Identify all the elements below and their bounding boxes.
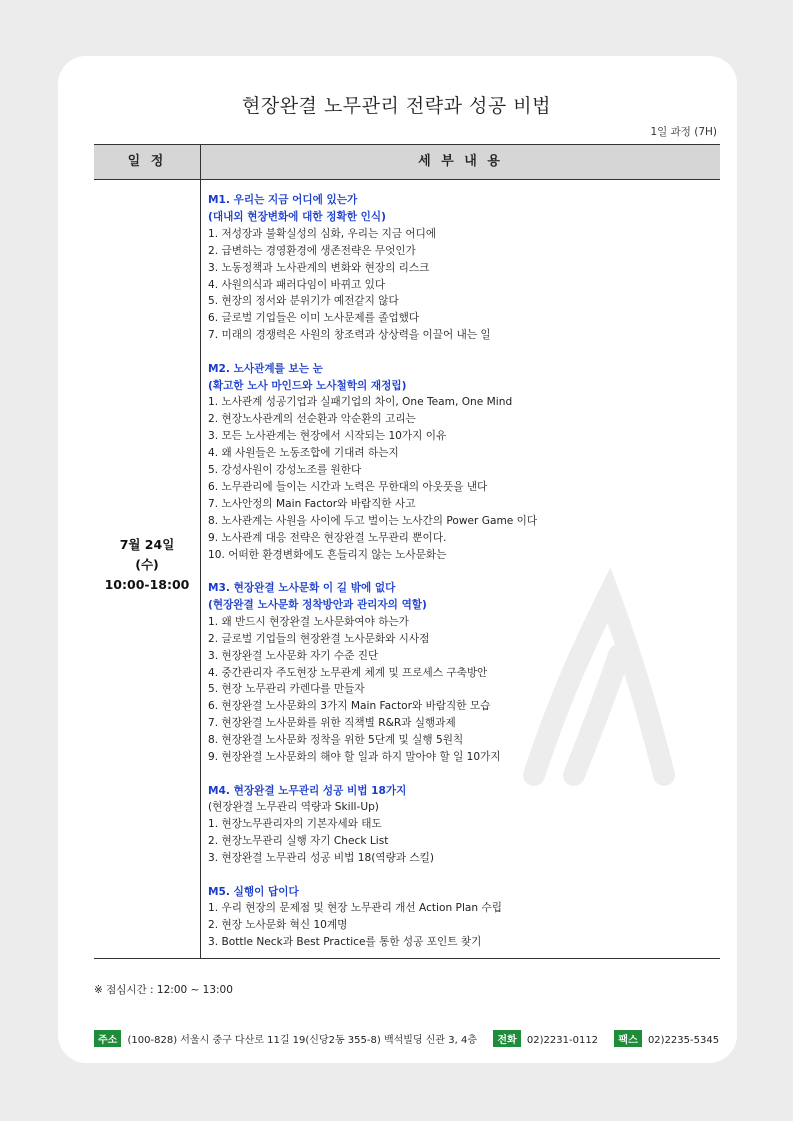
module-item: 1. 노사관계 성공기업과 실패기업의 차이, One Team, One Mind — [208, 396, 513, 409]
module-title: M5. 실행이 답이다 — [208, 885, 299, 898]
module-item: 3. Bottle Neck과 Best Practice를 통한 성공 포인트 찾기 — [208, 936, 482, 949]
module-item: 4. 사원의식과 패러다임이 바뀌고 있다 — [208, 278, 386, 291]
module-block — [208, 580, 713, 766]
module-item: 4. 왜 사원들은 노동조합에 기대려 하는지 — [208, 447, 399, 460]
module-item: 9. 현장완결 노사문화의 해야 할 일과 하지 말아야 할 일 10가지 — [208, 751, 501, 764]
module-subtitle: (확고한 노사 마인드와 노사철학의 재정립) — [208, 379, 407, 392]
schedule-time: 10:00-18:00 — [104, 577, 190, 592]
module-subtitle: (현장완결 노무관리 역량과 Skill-Up) — [208, 801, 379, 814]
schedule-date: 7월 24일 — [119, 537, 175, 552]
module-subtitle: (현장완결 노사문화 정착방안과 관리자의 역할) — [208, 598, 427, 611]
module-item: 7. 미래의 경쟁력은 사원의 창조력과 상상력을 이끌어 내는 일 — [208, 329, 491, 342]
module-item: 1. 현장노무관리자의 기본자세와 태도 — [208, 818, 382, 831]
module-item: 8. 현장완결 노사문화 정착을 위한 5단계 및 실행 5원칙 — [208, 734, 464, 747]
module-subtitle: (대내외 현장변화에 대한 정확한 인식) — [208, 210, 386, 223]
module-item: 3. 현장완결 노무관리 성공 비법 18(역량과 스킬) — [208, 852, 435, 865]
lunch-note: ※ 점심시간 : 12:00 ~ 13:00 — [94, 984, 233, 996]
schedule-date-cell — [94, 535, 200, 595]
module-block — [208, 884, 713, 952]
module-item: 1. 우리 현장의 문제점 및 현장 노무관리 개선 Action Plan 수립 — [208, 902, 502, 915]
module-item: 1. 저성장과 불확실성의 심화, 우리는 지금 어디에 — [208, 227, 437, 240]
module-item: 7. 현장완결 노사문화를 위한 직책별 R&R과 실행과제 — [208, 717, 456, 730]
module-item: 3. 현장완결 노사문화 자기 수준 진단 — [208, 649, 379, 662]
page-title: 현장완결 노무관리 전략과 성공 비법 — [242, 95, 551, 117]
module-item: 9. 노사관계 대응 전략은 현장완결 노무관리 뿐이다. — [208, 531, 447, 544]
module-item: 10. 어떠한 환경변화에도 흔들리지 않는 노사문화는 — [208, 548, 447, 561]
module-block — [208, 783, 713, 868]
address-text: (100-828) 서울시 중구 다산로 11길 19(신당2동 355-8) 백석빌딩 신관 3, 4층 — [127, 1035, 478, 1046]
module-item: 2. 현장노무관리 실행 자기 Check List — [208, 835, 389, 848]
module-item: 5. 현장 노무관리 카렌다를 만들자 — [208, 683, 365, 696]
address-tag: 주소 — [94, 1030, 121, 1047]
module-item: 4. 중간관리자 주도현장 노무관계 체계 및 프로세스 구축방안 — [208, 666, 488, 679]
schedule-weekday: (수) — [135, 557, 159, 572]
table-header — [94, 145, 720, 180]
header-date: 일 정 — [127, 154, 167, 169]
module-item: 2. 현장 노사문화 혁신 10계명 — [208, 919, 348, 932]
module-block — [208, 192, 713, 344]
module-title: M4. 현장완결 노무관리 성공 비법 18가지 — [208, 784, 407, 797]
module-item: 5. 현장의 정서와 분위기가 예전같지 않다 — [208, 295, 399, 308]
module-title: M2. 노사관계를 보는 눈 — [208, 362, 323, 375]
module-item: 7. 노사안정의 Main Factor와 바람직한 사고 — [208, 497, 416, 510]
fax-tag: 팩스 — [614, 1030, 641, 1047]
module-item: 3. 노동정책과 노사관계의 변화와 현장의 리스크 — [208, 261, 430, 274]
module-item: 8. 노사관계는 사원을 사이에 두고 벌이는 노사간의 Power Game 이다 — [208, 514, 538, 527]
phone-tag: 전화 — [493, 1030, 520, 1047]
footer-contact — [94, 1030, 720, 1047]
module-item: 6. 노무관리에 들이는 시간과 노력은 무한대의 아웃풋을 낸다 — [208, 481, 488, 493]
schedule-table — [94, 144, 720, 959]
phone-text: 02)2231-0112 — [526, 1035, 599, 1046]
module-title: M3. 현장완결 노사문화 이 길 밖에 없다 — [208, 582, 396, 595]
module-item: 6. 현장완결 노사문화의 3가지 Main Factor와 바람직한 모습 — [208, 700, 491, 713]
module-item: 2. 급변하는 경영환경에 생존전략은 무엇인가 — [208, 244, 416, 257]
module-list — [208, 192, 713, 968]
course-duration: 1일 과정 (7H) — [650, 126, 717, 138]
module-item: 1. 왜 반드시 현장완결 노사문화여야 하는가 — [208, 615, 409, 628]
module-item: 3. 모든 노사관계는 현장에서 시작되는 10가지 이유 — [208, 430, 447, 443]
module-item: 2. 글로벌 기업들의 현장완결 노사문화와 시사점 — [208, 632, 430, 645]
module-title: M1. 우리는 지금 어디에 있는가 — [208, 194, 358, 206]
module-item: 5. 강성사원이 강성노조를 원한다 — [208, 464, 362, 477]
column-divider — [200, 145, 201, 958]
fax-text: 02)2235-5345 — [647, 1035, 720, 1046]
header-detail: 세 부 내 용 — [418, 154, 503, 169]
module-item: 6. 글로벌 기업들은 이미 노사문제를 졸업했다 — [208, 312, 420, 325]
module-item: 2. 현장노사관계의 선순환과 악순환의 고리는 — [208, 413, 416, 426]
module-block — [208, 361, 713, 564]
